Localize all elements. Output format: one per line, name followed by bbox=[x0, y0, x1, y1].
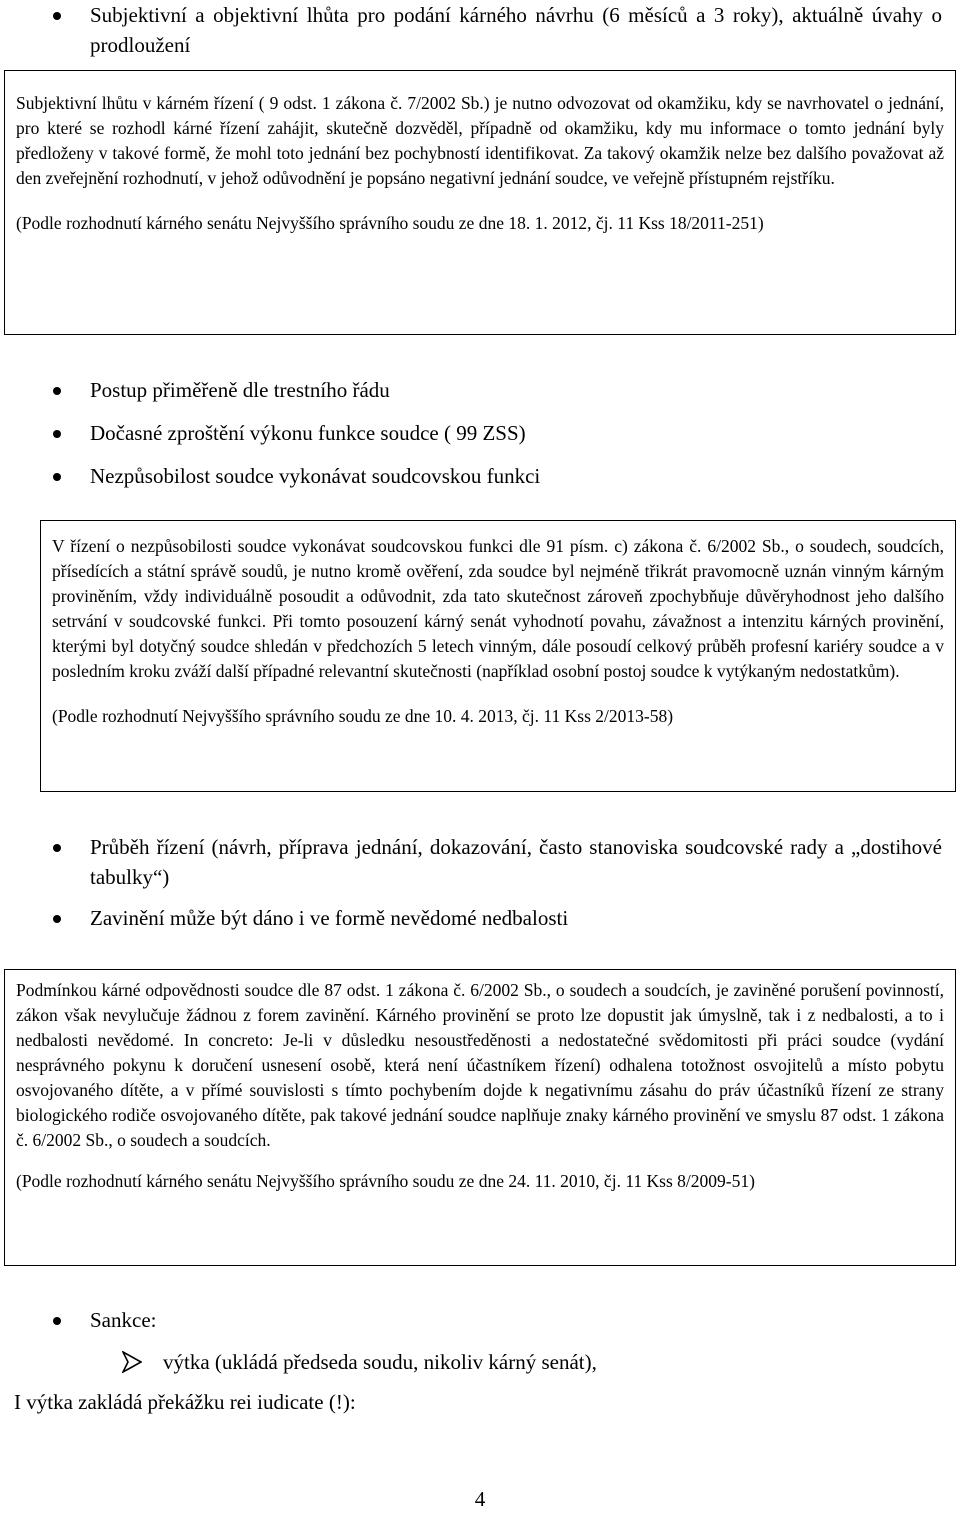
bullet-text: Subjektivní a objektivní lhůta pro podání kárného návrhu (6 měsíců a 3 roky), aktuálně úvahy o prodloužení bbox=[90, 3, 942, 57]
bullet-icon bbox=[53, 1317, 61, 1325]
bullet-text: Nezpůsobilost soudce vykonávat soudcovskou funkci bbox=[90, 464, 541, 488]
bullet-text: Postup přiměřeně dle trestního řádu bbox=[90, 378, 390, 402]
bullet-icon bbox=[53, 430, 61, 438]
box-citation: (Podle rozhodnutí kárného senátu Nejvyššího správního soudu ze dne 24. 11. 2010, čj. 11 Kss 8/2009-51) bbox=[16, 1171, 755, 1191]
bullet-icon bbox=[53, 387, 61, 395]
closing-line: I výtka zakládá překážku rei iudicate (!): bbox=[14, 1390, 356, 1414]
box-paragraph: V řízení o nezpůsobilosti soudce vykonávat soudcovskou funkci dle 91 písm. c) zákona č. 6/2002 Sb., o soudech, soudcích, přísedících a státní správě soudů, je nutno kromě ověření, zda soudce byl nejméně třikrát pravomocně uznán vinným kárným proviněním, vždy individuálně posoudit a odůvodnit, zda tato skutečnost zároveň zpochybňuje důvěryhodnost jeho dalšího setrvání v soudcovské funkci. Při tomto posouzení kárný senát vyhodnotí povahu, závažnost a intenzitu kárných provinění, kterými byl dotyčný soudce shledán v předchozích 5 letech vinným, dále posoudí celkový průběh profesní kariéry soudce a v posledním kroku zváží další případné relevantní skutečnosti (například osobní postoj soudce k vytýkaným nedostatkům). bbox=[52, 536, 944, 681]
box-paragraph: Podmínkou kárné odpovědnosti soudce dle 87 odst. 1 zákona č. 6/2002 Sb., o soudech a soudcích, je zaviněné porušení povinností, zákon však nevylučuje žádnou z forem zavinění. Kárného provinění se proto lze dopustit jak úmyslně, tak i z nedbalosti, a to i nedbalosti nevědomé. In concreto: Je-li v důsledku nesoustředěnosti a nedostatečné svědomitosti při práci soudce (vydání nesprávného pokynu k doručení usnesení osobě, která není účastníkem řízení) odhalena totožnost osvojitelů a místo pobytu osvojovaného dítěte, a v přímé souvislosti s tímto pochybením dojde k negativnímu zásahu do práv účastníků řízení ze strany biologického rodiče osvojovaného dítěte, pak takové jednání soudce naplňuje znaky kárného provinění ve smyslu 87 odst. 1 zákona č. 6/2002 Sb., o soudech a soudcích. bbox=[16, 980, 944, 1150]
bullet-icon bbox=[53, 844, 61, 852]
quote-box-subjektivni-lhuta bbox=[4, 70, 956, 335]
bullet-text: Sankce: bbox=[90, 1308, 157, 1332]
bullet-icon bbox=[53, 473, 61, 481]
sub-bullet-text: výtka (ukládá předseda soudu, nikoliv kárný senát), bbox=[163, 1350, 597, 1374]
quote-box-nezpusobilost bbox=[40, 520, 956, 792]
box-paragraph: Subjektivní lhůtu v kárném řízení ( 9 odst. 1 zákona č. 7/2002 Sb.) je nutno odvozovat od okamžiku, kdy se navrhovatel o jednání, pro které se rozhodl kárné řízení zahájit, skutečně dozvěděl, případně od okamžiku, kdy mu informace o tomto jednání byly předloženy v takové formě, že mohl toto jednání bez pochybností identifikovat. Za takový okamžik nelze bez dalšího považovat až den zveřejnění rozhodnutí, v jehož odůvodnění je popsáno negativní jednání soudce, ve veřejně přístupném rejstříku. bbox=[16, 93, 944, 188]
box-citation: (Podle rozhodnutí kárného senátu Nejvyššího správního soudu ze dne 18. 1. 2012, čj. 11 Kss 18/2011-251) bbox=[16, 213, 764, 233]
bullet-text: Zavinění může být dáno i ve formě nevědomé nedbalosti bbox=[90, 906, 569, 930]
bullet-icon bbox=[53, 12, 61, 20]
page-number: 4 bbox=[474, 1487, 486, 1511]
bullet-text: Průběh řízení (návrh, příprava jednání, dokazování, často stanoviska soudcovské rady a „dostihové tabulky“) bbox=[90, 835, 942, 889]
bullet-icon bbox=[53, 915, 61, 923]
arrow-bullet-icon bbox=[122, 1351, 142, 1373]
bullet-text: Dočasné zproštění výkonu funkce soudce ( 99 ZSS) bbox=[90, 421, 526, 445]
box-citation: (Podle rozhodnutí Nejvyššího správního soudu ze dne 10. 4. 2013, čj. 11 Kss 2/2013-58) bbox=[52, 706, 674, 726]
quote-box-podminka-odpovednosti bbox=[4, 969, 956, 1266]
